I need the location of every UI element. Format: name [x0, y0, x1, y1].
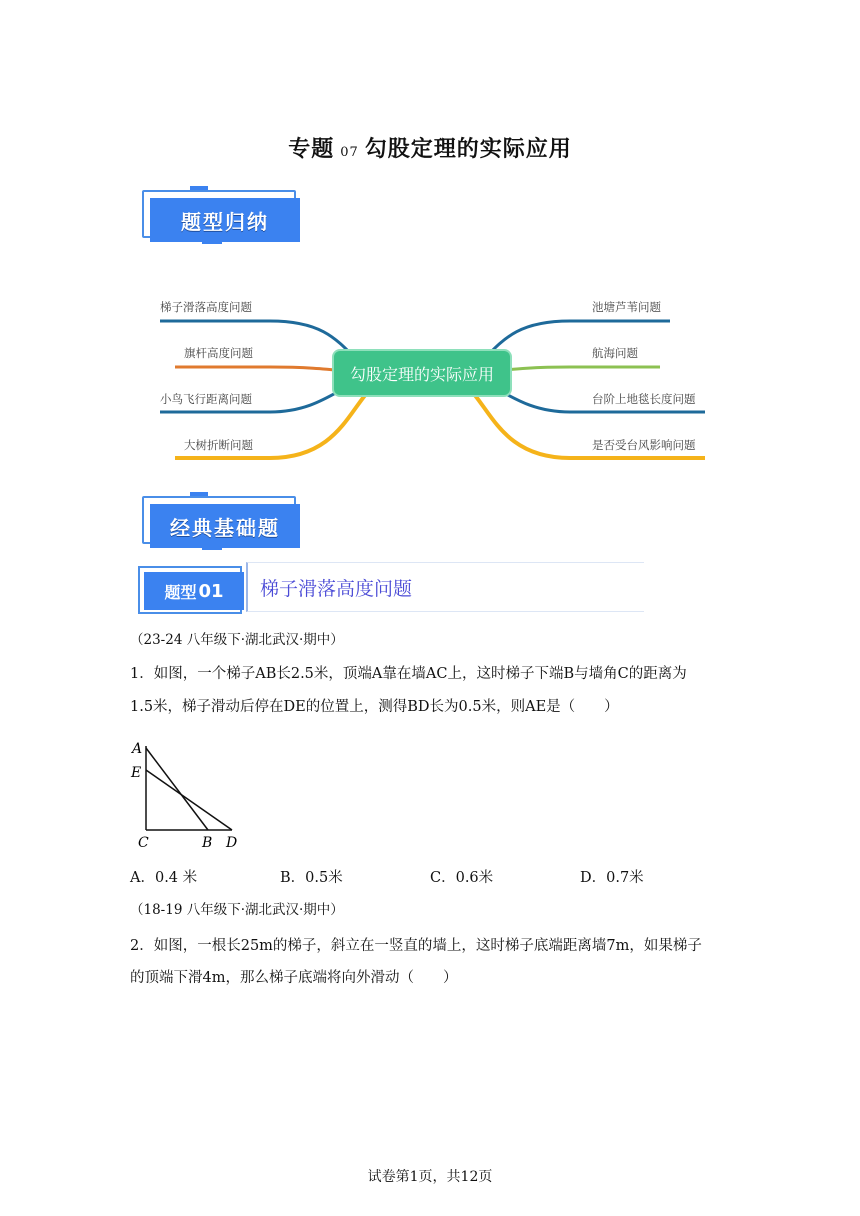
mind-map-node: 梯子滑落高度问题	[160, 300, 252, 314]
mind-map	[150, 285, 720, 470]
q2-line2: 的顶端下滑4m，那么梯子底端将向外滑动（ ）	[130, 970, 458, 986]
label-d: D	[226, 835, 238, 851]
qtype-number: 01	[198, 580, 224, 602]
mind-map-center: 勾股定理的实际应用	[334, 351, 510, 395]
q1-line1: 1．如图，一个梯子AB长2.5米，顶端A靠在墙AC上，这时梯子下端B与墙角C的距离为	[130, 666, 687, 682]
label-c: C	[138, 835, 149, 851]
qtype-badge	[144, 572, 244, 610]
section-banner-summary	[138, 186, 298, 246]
option-c[interactable]: C．0.6米	[430, 870, 494, 886]
mind-map-node: 旗杆高度问题	[184, 346, 253, 360]
mind-map-node: 台阶上地毯长度问题	[592, 392, 696, 406]
q2-source: （18-19 八年级下·湖北武汉·期中）	[130, 902, 344, 918]
ladder-figure	[128, 738, 248, 853]
q1-line2: 1.5米，梯子滑动后停在DE的位置上，测得BD长为0.5米，则AE是（ ）	[130, 699, 619, 715]
banner-label: 题型归纳	[150, 198, 300, 242]
title-number: 07	[340, 145, 359, 160]
ladder-ab	[146, 748, 208, 830]
mind-map-node: 航海问题	[592, 346, 638, 360]
q2-line1: 2．如图，一根长25m的梯子，斜立在一竖直的墙上，这时梯子底端距离墙7m，如果梯子	[130, 938, 702, 954]
label-e: E	[131, 765, 142, 781]
banner-tick	[190, 492, 208, 496]
ladder-de	[146, 770, 232, 830]
question-type-header	[138, 562, 638, 614]
mind-map-node: 池塘芦苇问题	[592, 300, 661, 314]
page-title	[0, 132, 860, 163]
page-footer: 试卷第1页，共12页	[367, 1169, 493, 1185]
option-b[interactable]: B．0.5米	[280, 870, 343, 886]
option-d[interactable]: D．0.7米	[580, 870, 644, 886]
option-a[interactable]: A．0.4 米	[130, 870, 198, 886]
title-prefix: 专题	[288, 137, 335, 162]
title-main: 勾股定理的实际应用	[364, 137, 572, 162]
q1-source: （23-24 八年级下·湖北武汉·期中）	[130, 632, 344, 648]
mind-map-node: 大树折断问题	[184, 438, 253, 452]
qtype-title: 梯子滑落高度问题	[246, 562, 644, 612]
qtype-label: 题型	[164, 582, 197, 602]
label-b: B	[202, 835, 213, 851]
banner-tick	[190, 186, 208, 190]
mind-map-node: 是否受台风影响问题	[592, 438, 696, 452]
section-banner-basic	[138, 492, 298, 552]
banner-label: 经典基础题	[150, 504, 300, 548]
mind-map-node: 小鸟飞行距离问题	[160, 392, 252, 406]
label-a: A	[132, 741, 143, 757]
